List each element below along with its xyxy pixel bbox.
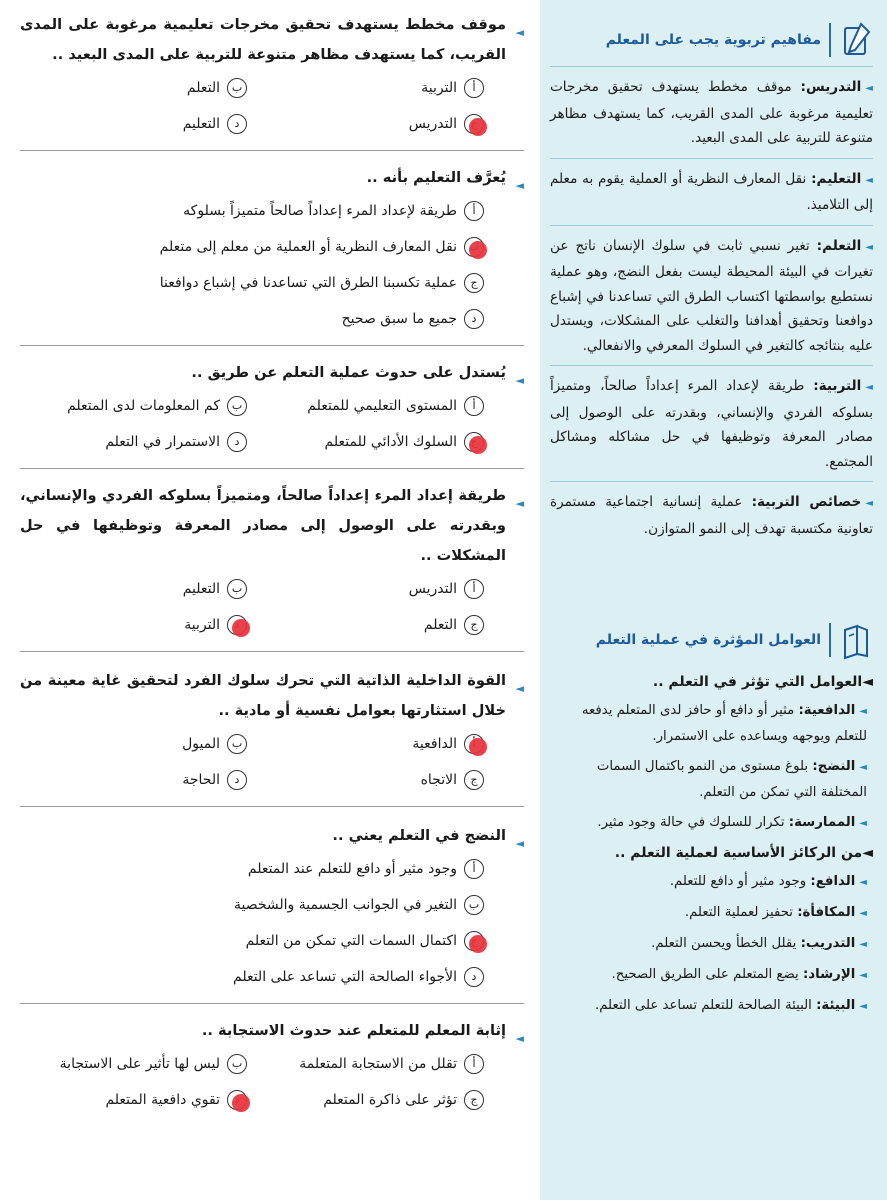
option-letter	[464, 237, 484, 257]
option-letter: ج	[464, 1090, 484, 1110]
bullet-icon: ◄	[515, 26, 524, 39]
pillar-item	[550, 931, 873, 957]
option-text: الاستمرار في التعلم	[105, 434, 220, 450]
concept-term: خصائص التربية:	[751, 494, 862, 510]
option-text: نقل المعارف النظرية أو العملية من معلم إلى متعلم	[159, 239, 457, 255]
selected-mark-icon	[232, 619, 250, 637]
bullet-icon: ◄	[865, 174, 873, 186]
concepts-sidebar	[540, 0, 887, 1200]
answer-option[interactable]	[20, 959, 484, 995]
bullet-icon: ◄	[865, 241, 873, 253]
concept-definition: تغير نسبي ثابت في سلوك الإنسان ناتج عن تغيرات في البيئة المحيطة ليست بفعل النضج، وهو عملية نستطيع بواسطتها اكتساب الطرق التي تساعدنا في إشباع دوافعنا وتحقيق أهدافنا والتغلب على المشكلات، ويستدل عليه بنتائجه كالتغير في السلوك المعرفي والانفعالي.	[550, 237, 873, 354]
answer-option[interactable]	[20, 388, 247, 424]
option-text: المستوى التعليمي للمتعلم	[307, 398, 457, 414]
pillar-item	[550, 962, 873, 988]
divider	[550, 481, 873, 482]
concept-term: التعليم:	[811, 170, 862, 187]
option-letter	[464, 114, 484, 134]
answer-options	[20, 571, 524, 643]
divider	[550, 225, 873, 226]
option-letter: ج	[464, 273, 484, 293]
bullet-icon: ◄	[859, 939, 867, 950]
bullet-icon: ◄	[865, 498, 873, 509]
bullet-icon: ◄	[859, 908, 867, 919]
option-letter: ب	[227, 579, 247, 599]
answer-options	[20, 193, 524, 337]
concept-definition: نقل المعارف النظرية أو العملية يقوم به معلم إلى التلاميذ.	[550, 170, 873, 213]
question-stem: النضج في التعلم يعني ..	[332, 827, 506, 844]
answer-option[interactable]	[257, 726, 484, 762]
answer-option[interactable]	[257, 762, 484, 798]
bullet-icon: ◄	[859, 706, 867, 717]
concept-definition: طريقة لإعداد المرء إعداداً صالحاً، ومتميزاً بسلوكه الفردي والإنساني، وبقدرته على الوصول إلى مصادر المعرفة وتوظيفها في حل مشاكله ومشاكل المجتمع.	[550, 378, 873, 470]
option-text: التدريس	[408, 581, 457, 597]
selected-mark-icon	[232, 1094, 250, 1112]
option-letter	[227, 1090, 247, 1110]
option-letter: ب	[227, 396, 247, 416]
answer-options	[20, 70, 524, 142]
factor-item-term: الدافعية:	[798, 703, 856, 718]
book-icon	[839, 620, 873, 660]
question-block	[20, 652, 524, 807]
pillar-item	[550, 869, 873, 895]
bullet-icon: ◄	[859, 818, 867, 829]
option-letter: د	[464, 309, 484, 329]
pillar-item-term: الإرشاد:	[802, 967, 856, 982]
concept-term: التدريس:	[800, 79, 862, 95]
factors-list	[550, 698, 873, 836]
factor-item-term: الممارسة:	[788, 815, 856, 830]
answer-option[interactable]	[20, 726, 247, 762]
selected-mark-icon	[469, 241, 487, 259]
option-text: الأجواء الصالحة التي تساعد على التعلم	[233, 969, 457, 985]
header-separator	[829, 623, 831, 657]
bullet-icon: ◄	[515, 1032, 524, 1045]
concept-definition: عملية إنسانية اجتماعية مستمرة تعاونية مكتسبة تهدف إلى النمو المتوازن.	[550, 494, 873, 537]
option-letter: ب	[464, 895, 484, 915]
option-text: جميع ما سبق صحيح	[341, 311, 457, 327]
answer-option[interactable]	[20, 851, 484, 887]
divider	[550, 66, 873, 67]
question-text	[20, 666, 524, 726]
question-block	[20, 151, 524, 346]
answer-option[interactable]	[20, 229, 484, 265]
option-letter: أ	[464, 859, 484, 879]
question-block	[20, 807, 524, 1004]
pillar-item-text: يقلل الخطأ ويحسن التعلم.	[651, 936, 801, 951]
selected-mark-icon	[469, 436, 487, 454]
question-text	[20, 1016, 524, 1046]
option-text: اكتمال السمات التي تمكن من التعلم	[245, 933, 457, 949]
option-letter: ب	[227, 78, 247, 98]
pillars-heading: ◄من الركائز الأساسية لعملية التعلم ..	[614, 845, 873, 861]
option-letter: ج	[464, 615, 484, 635]
bullet-icon: ◄	[865, 83, 873, 94]
concepts-title: مفاهيم تربوية يجب على المعلم	[605, 32, 821, 48]
answer-option[interactable]	[20, 301, 484, 337]
question-text	[20, 821, 524, 851]
question-text	[20, 481, 524, 571]
concept-entry	[550, 490, 873, 541]
option-text: ليس لها تأثير على الاستجابة	[59, 1056, 220, 1072]
answer-option[interactable]	[20, 70, 247, 106]
answer-option[interactable]	[20, 923, 484, 959]
bullet-icon: ◄	[515, 497, 524, 510]
question-stem: موقف مخطط يستهدف تحقيق مخرجات تعليمية مرغوبة على المدى القريب، كما يستهدف مظاهر متنوعة للتربية على المدى البعيد ..	[20, 16, 506, 63]
option-text: السلوك الأدائي للمتعلم	[324, 434, 457, 450]
pen-book-icon	[839, 20, 873, 60]
option-text: تؤثر على ذاكرة المتعلم	[323, 1092, 457, 1108]
option-letter: أ	[464, 201, 484, 221]
concept-definition: موقف مخطط يستهدف تحقيق مخرجات تعليمية مرغوبة على المدى القريب، كما يستهدف مظاهر متنوعة للتربية على المدى البعيد.	[550, 79, 873, 146]
factor-item-text: تكرار للسلوك في حالة وجود مثير.	[597, 815, 789, 830]
header-separator	[829, 23, 831, 57]
concepts-header	[550, 14, 873, 66]
question-stem: يُستدل على حدوث عملية التعلم عن طريق ..	[191, 364, 506, 381]
pillar-item	[550, 993, 873, 1019]
question-text	[20, 10, 524, 70]
answer-option[interactable]	[257, 388, 484, 424]
option-text: تقلل من الاستجابة المتعلمة	[299, 1056, 457, 1072]
pillar-item-text: يضع المتعلم على الطريق الصحيح.	[611, 967, 803, 982]
pillar-item-term: المكافأة:	[797, 905, 856, 920]
answer-option[interactable]	[20, 607, 247, 643]
pillar-item-term: البيئة:	[816, 998, 856, 1013]
answer-option[interactable]	[257, 607, 484, 643]
answer-option[interactable]	[20, 424, 247, 460]
bullet-icon: ◄	[859, 762, 867, 773]
pillar-item-text: البيئة الصالحة للتعلم تساعد على التعلم.	[594, 998, 817, 1013]
answer-option[interactable]	[257, 571, 484, 607]
option-letter: ج	[464, 770, 484, 790]
option-letter: د	[464, 967, 484, 987]
question-block	[20, 469, 524, 652]
question-stem: القوة الداخلية الذاتية التي تحرك سلوك الفرد لتحقيق غاية معينة من خلال استثارتها بعوامل نفسية أو مادية ..	[20, 672, 506, 719]
bullet-icon: ◄	[515, 837, 524, 850]
answer-option[interactable]	[20, 887, 484, 923]
factors-heading-text: العوامل التي تؤثر في التعلم ..	[652, 674, 863, 690]
option-text: الميول	[182, 736, 220, 752]
answer-option[interactable]	[257, 106, 484, 142]
concept-term: التعلم:	[816, 237, 862, 254]
question-stem: طريقة إعداد المرء إعداداً صالحاً، ومتميزاً بسلوكه الفردي والإنساني، وبقدرته على الوصول إلى مصادر المعرفة وتوظيفها في حل المشكلات ..	[20, 487, 506, 564]
concept-term: التربية:	[813, 378, 862, 394]
answer-option[interactable]	[20, 265, 484, 301]
pillars-heading-text: من الركائز الأساسية لعملية التعلم ..	[614, 845, 863, 861]
answer-option[interactable]	[20, 1046, 247, 1082]
divider	[550, 365, 873, 366]
bullet-icon: ◄	[859, 1001, 867, 1012]
option-letter: ب	[227, 1054, 247, 1074]
answer-option[interactable]	[257, 1046, 484, 1082]
option-text: التعليم	[182, 116, 220, 132]
option-letter	[464, 432, 484, 452]
factors-title: العوامل المؤثرة في عملية التعلم	[595, 632, 821, 648]
option-letter	[464, 931, 484, 951]
answer-option[interactable]	[20, 106, 247, 142]
bullet-icon: ◄	[515, 682, 524, 695]
question-text	[20, 163, 524, 193]
option-text: التعليم	[182, 581, 220, 597]
question-text	[20, 358, 524, 388]
concept-entry	[550, 75, 873, 151]
concept-entry	[550, 374, 873, 474]
factor-item-text: مثير أو دافع أو حافز لدى المتعلم يدفعه للتعلم ويوجهه ويساعده على الاستمرار.	[581, 703, 867, 744]
answer-option[interactable]	[20, 193, 484, 229]
option-text: وجود مثير أو دافع للتعلم عند المتعلم	[247, 861, 457, 877]
factor-item	[550, 698, 873, 749]
answer-options	[20, 851, 524, 995]
option-text: الدافعية	[412, 736, 457, 752]
option-letter: ب	[227, 734, 247, 754]
option-text: الاتجاه	[420, 772, 457, 788]
option-text: التغير في الجوانب الجسمية والشخصية	[233, 897, 457, 913]
option-letter: أ	[464, 1054, 484, 1074]
bullet-icon: ◄	[859, 970, 867, 981]
option-letter	[227, 615, 247, 635]
concept-entry	[550, 234, 873, 359]
option-letter: د	[227, 770, 247, 790]
answer-option[interactable]	[20, 762, 247, 798]
option-text: التربية	[184, 617, 220, 633]
answer-options	[20, 726, 524, 798]
factor-item-term: النضج:	[812, 759, 856, 774]
answer-option[interactable]	[20, 571, 247, 607]
option-text: التربية	[421, 80, 457, 96]
question-stem: إثابة المعلم للمتعلم عند حدوث الاستجابة ..	[201, 1022, 506, 1039]
option-text: كم المعلومات لدى المتعلم	[67, 398, 220, 414]
bullet-icon: ◄	[515, 179, 524, 192]
option-letter: أ	[464, 579, 484, 599]
selected-mark-icon	[469, 738, 487, 756]
factor-item	[550, 810, 873, 836]
pillar-item	[550, 900, 873, 926]
selected-mark-icon	[469, 118, 487, 136]
option-text: طريقة لإعداد المرء إعداداً صالحاً متميزاً بسلوكه	[183, 203, 457, 219]
answer-option[interactable]	[257, 1082, 484, 1118]
option-letter: د	[227, 432, 247, 452]
concept-entry	[550, 167, 873, 218]
option-text: التعلم	[423, 617, 457, 633]
bullet-icon: ◄	[515, 374, 524, 387]
answer-options	[20, 388, 524, 460]
option-text: التعلم	[186, 80, 220, 96]
answer-option[interactable]	[257, 70, 484, 106]
pillar-item-term: الدافع:	[810, 874, 856, 889]
pillars-list	[550, 869, 873, 1019]
pillar-item-term: التدريب:	[800, 936, 856, 951]
bullet-icon: ◄	[865, 382, 873, 393]
factors-header	[550, 614, 873, 666]
selected-mark-icon	[469, 935, 487, 953]
concepts-section	[550, 14, 873, 541]
question-stem: يُعرَّف التعليم بأنه ..	[366, 169, 506, 186]
option-text: التدريس	[408, 116, 457, 132]
answer-options	[20, 1046, 524, 1118]
option-letter: أ	[464, 396, 484, 416]
factors-heading: ◄العوامل التي تؤثر في التعلم ..	[652, 674, 873, 690]
factor-item-text: بلوغ مستوى من النمو باكتمال السمات المختلفة التي تمكن من التعلم.	[596, 759, 867, 800]
pillar-item-text: وجود مثير أو دافع للتعلم.	[669, 874, 811, 889]
option-letter	[464, 734, 484, 754]
option-text: الحاجة	[182, 772, 220, 788]
option-text: عملية تكسبنا الطرق التي تساعدنا في إشباع دوافعنا	[159, 275, 457, 291]
answer-option[interactable]	[257, 424, 484, 460]
factor-item	[550, 754, 873, 805]
option-letter: د	[227, 114, 247, 134]
bullet-icon: ◄	[859, 877, 867, 888]
factors-section	[550, 614, 873, 1019]
option-text: تقوي دافعية المتعلم	[105, 1092, 220, 1108]
answer-option[interactable]	[20, 1082, 247, 1118]
pillar-item-text: تحفيز لعملية التعلم.	[684, 905, 798, 920]
option-letter: أ	[464, 78, 484, 98]
question-block	[20, 1004, 524, 1124]
concept-list	[550, 75, 873, 541]
divider	[550, 158, 873, 159]
question-block	[20, 0, 524, 151]
question-block	[20, 346, 524, 469]
